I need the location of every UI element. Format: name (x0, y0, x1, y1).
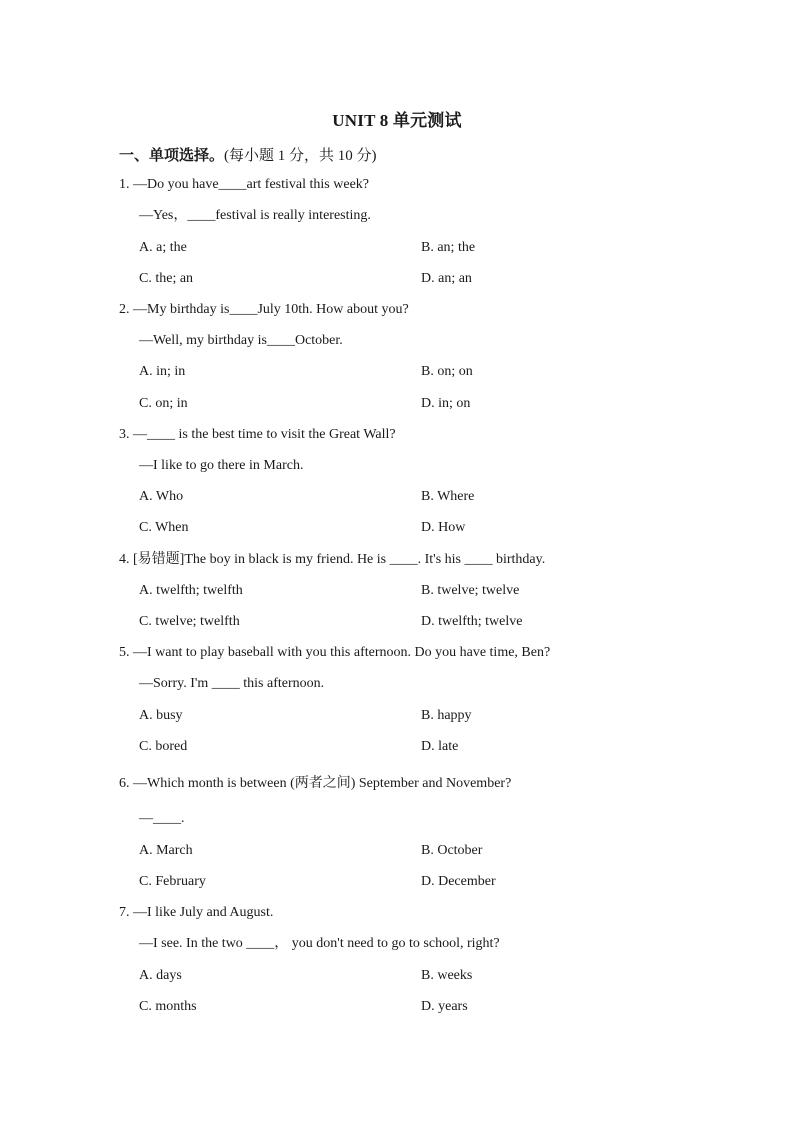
question-stem: 3. —____ is the best time to visit the Great Wall? (119, 427, 396, 442)
question-stem: 4. [易错题]The boy in black is my friend. He is ____. It's his ____ birthday. (119, 552, 546, 567)
question-stem: 7. —I like July and August. (119, 905, 274, 920)
option-b[interactable]: B. weeks (421, 968, 473, 983)
section-title: 一、单项选择。 (119, 148, 225, 164)
option-d[interactable]: D. How (421, 520, 466, 535)
section-heading (119, 144, 377, 165)
option-c[interactable]: C. twelve; twelfth (139, 614, 240, 629)
question-stem: 5. —I want to play baseball with you this afternoon. Do you have time, Ben? (119, 645, 551, 660)
option-b[interactable]: B. October (421, 843, 483, 858)
question-stem: 6. —Which month is between (两者之间) September and November? (119, 776, 512, 791)
option-b[interactable]: B. twelve; twelve (421, 583, 520, 598)
question-reply: —Well, my birthday is____October. (139, 333, 343, 348)
option-a[interactable]: A. March (139, 843, 193, 858)
page-title: UNIT 8 单元测试 (332, 111, 462, 130)
option-d[interactable]: D. an; an (421, 271, 472, 286)
option-a[interactable]: A. days (139, 968, 182, 983)
option-d[interactable]: D. late (421, 739, 459, 754)
option-d[interactable]: D. twelfth; twelve (421, 614, 523, 629)
option-c[interactable]: C. When (139, 520, 189, 535)
option-b[interactable]: B. happy (421, 708, 472, 723)
option-d[interactable]: D. years (421, 999, 468, 1014)
option-c[interactable]: C. on; in (139, 396, 188, 411)
option-a[interactable]: A. Who (139, 489, 184, 504)
question-stem: 1. —Do you have____art festival this week? (119, 177, 369, 192)
question-stem: 2. —My birthday is____July 10th. How about you? (119, 302, 409, 317)
question-reply: —____. (139, 811, 185, 826)
option-c[interactable]: C. the; an (139, 271, 194, 286)
option-c[interactable]: C. months (139, 999, 197, 1014)
question-reply: —Yes，____festival is really interesting. (139, 208, 371, 223)
option-a[interactable]: A. busy (139, 708, 183, 723)
option-b[interactable]: B. an; the (421, 240, 476, 255)
option-a[interactable]: A. twelfth; twelfth (139, 583, 243, 598)
option-b[interactable]: B. Where (421, 489, 475, 504)
option-d[interactable]: D. December (421, 874, 496, 889)
option-a[interactable]: A. in; in (139, 364, 186, 379)
section-note: (每小题 1 分，共 10 分) (224, 148, 377, 164)
option-c[interactable]: C. bored (139, 739, 188, 754)
option-d[interactable]: D. in; on (421, 396, 471, 411)
question-reply: —I like to go there in March. (139, 458, 304, 473)
question-reply: —I see. In the two ____， you don't need to go to school, right? (139, 936, 500, 951)
option-c[interactable]: C. February (139, 874, 206, 889)
question-reply: —Sorry. I'm ____ this afternoon. (139, 676, 325, 691)
option-b[interactable]: B. on; on (421, 364, 473, 379)
option-a[interactable]: A. a; the (139, 240, 187, 255)
